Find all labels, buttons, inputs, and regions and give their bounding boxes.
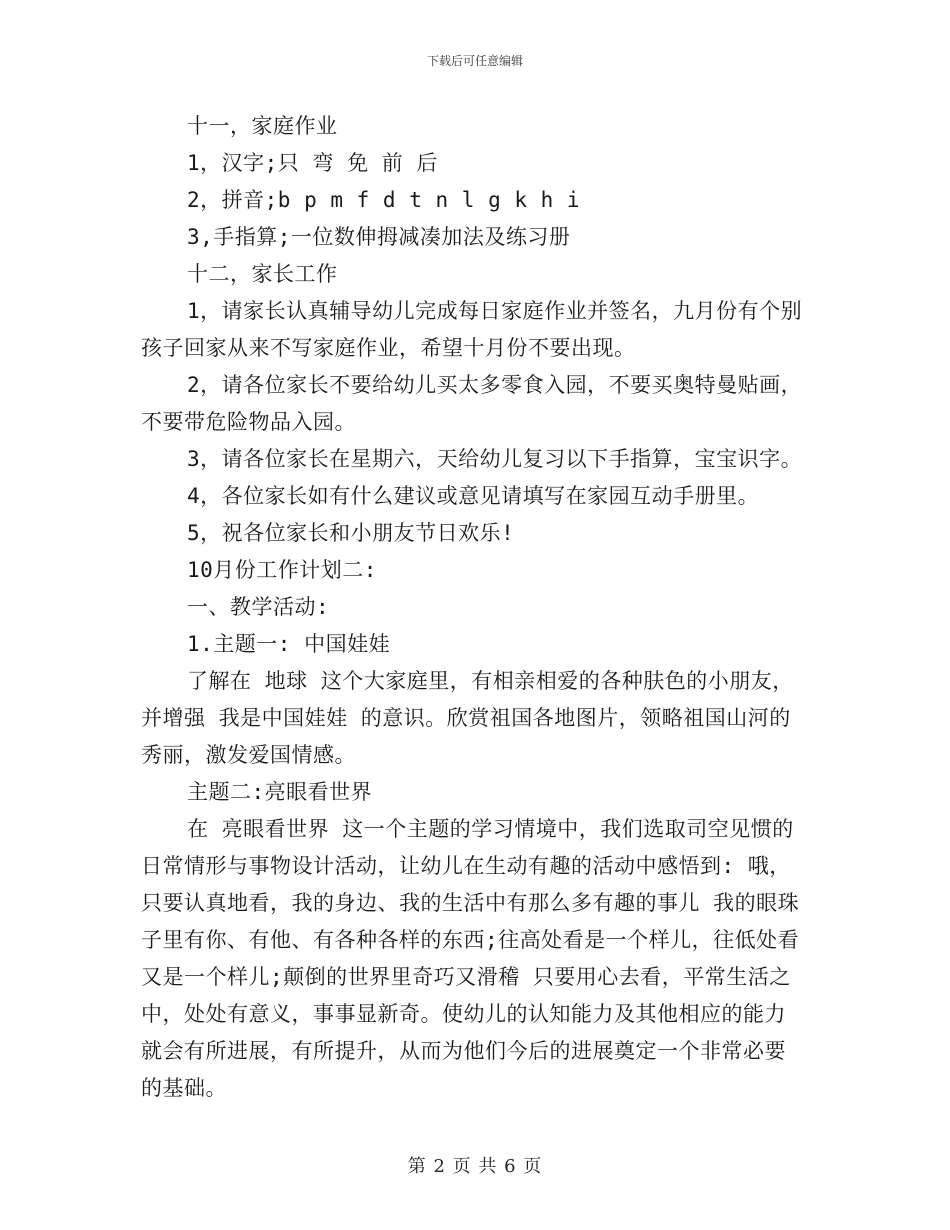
text-line: 十一，家庭作业: [187, 114, 338, 138]
text-line: 4，各位家长如有什么建议或意见请填写在家园互动手册里。: [187, 484, 760, 508]
text-line: 5，祝各位家长和小朋友节日欢乐!: [187, 521, 515, 545]
text-line: 2，拼音;b p m f d t n l g k h i: [187, 188, 581, 212]
text-line: 10月份工作计划二:: [187, 558, 377, 582]
text-line: 秀丽，激发爱国情感。: [141, 743, 356, 767]
text-line: 1，汉字;只 弯 免 前 后: [187, 151, 438, 175]
page-header: 下载后可任意编辑: [426, 54, 523, 68]
text-line: 的基础。: [141, 1076, 227, 1100]
page-footer: 第 2 页 共 6 页: [407, 1156, 543, 1177]
text-line: 2，请各位家长不要给幼儿买太多零食入园，不要买奥特曼贴画，: [187, 373, 803, 397]
document-body: [141, 108, 807, 1107]
text-line: 主题二:亮眼看世界: [187, 780, 373, 804]
text-line: 又是一个样儿;颠倒的世界里奇巧又滑稽 只要用心去看，平常生活之: [141, 965, 791, 989]
text-line: 3，请各位家长在星期六，天给幼儿复习以下手指算，宝宝识字。: [187, 447, 803, 471]
text-line: 1.主题一: 中国娃娃: [187, 632, 391, 656]
text-line: 只要认真地看，我的身边、我的生活中有那么多有趣的事儿 我的眼珠: [141, 891, 800, 915]
text-line: 十二，家长工作: [187, 262, 338, 286]
text-line: 一、教学活动:: [187, 595, 330, 619]
text-line: 在 亮眼看世界 这一个主题的学习情境中，我们选取司空见惯的: [187, 817, 794, 841]
text-line: 不要带危险物品入园。: [141, 410, 356, 434]
text-line: 就会有所进展，有所提升，从而为他们今后的进展奠定一个非常必要: [141, 1039, 786, 1063]
text-line: 1，请家长认真辅导幼儿完成每日家庭作业并签名，九月份有个别: [187, 299, 803, 323]
text-line: 日常情形与事物设计活动，让幼儿在生动有趣的活动中感悟到: 哦，: [141, 854, 791, 878]
text-line: 3,手指算;一位数伸拇减凑加法及练习册: [187, 225, 571, 249]
text-line: 了解在 地球 这个大家庭里，有相亲相爱的各种肤色的小朋友，: [187, 669, 794, 693]
text-line: 子里有你、有他、有各种各样的东西;往高处看是一个样儿，往低处看: [141, 928, 800, 952]
text-line: 中，处处有意义，事事显新奇。使幼儿的认知能力及其他相应的能力: [141, 1002, 786, 1026]
text-line: 孩子回家从来不写家庭作业，希望十月份不要出现。: [141, 336, 636, 360]
text-line: 并增强 我是中国娃娃 的意识。欣赏祖国各地图片，领略祖国山河的: [141, 706, 791, 730]
